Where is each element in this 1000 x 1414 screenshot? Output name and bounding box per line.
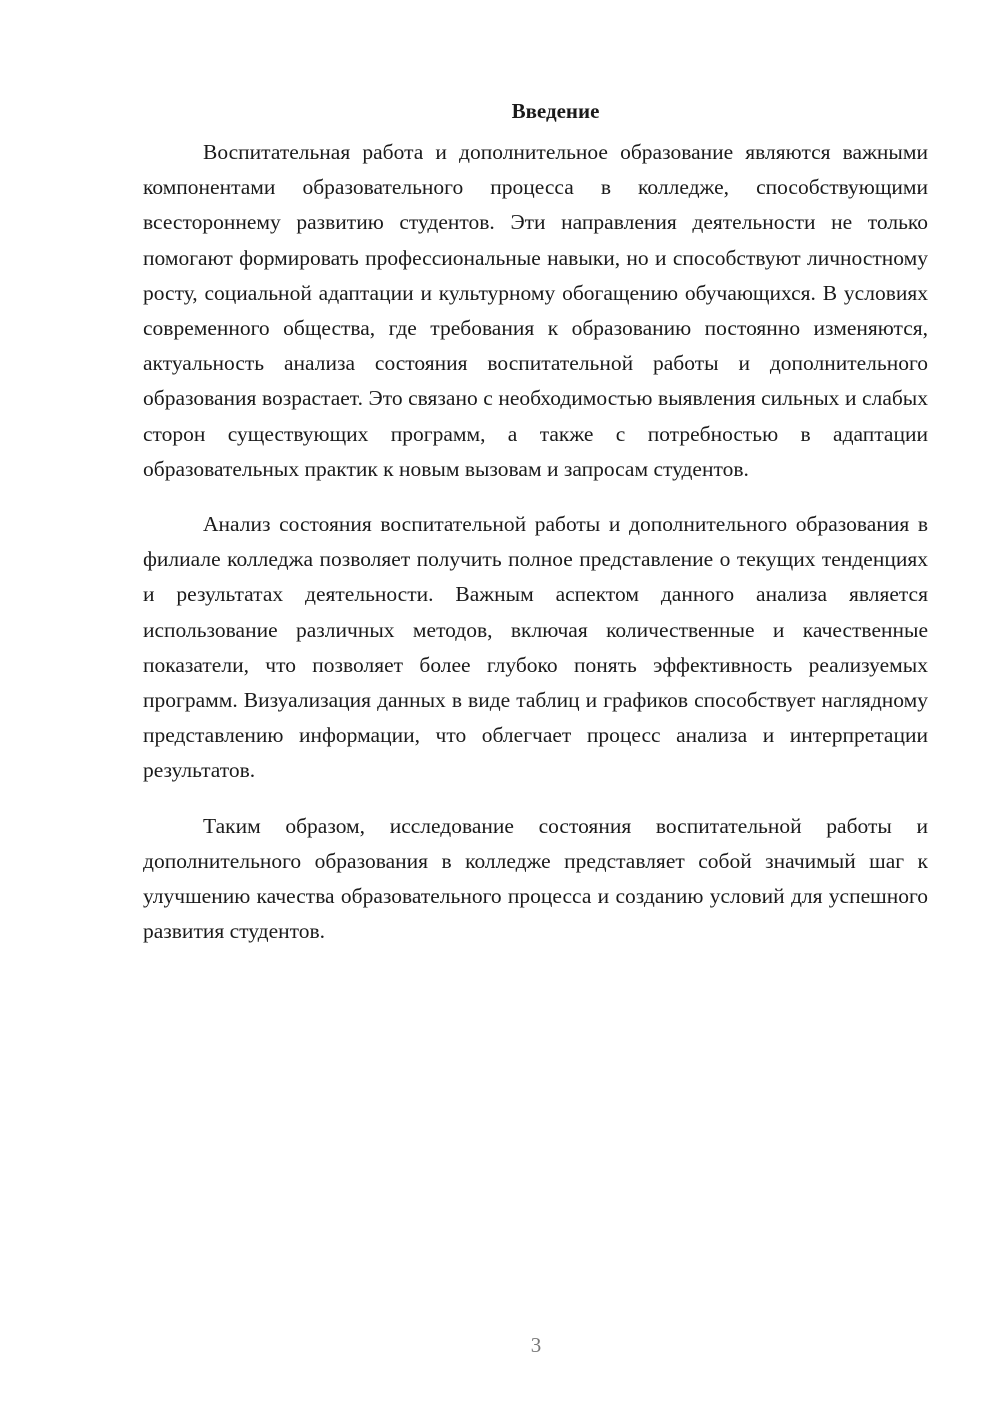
paragraph-3: Таким образом, исследование состояния воспитательной работы и дополнительного образования в колледже представляет собой значимый шаг к улучшению качества образовательного процесса и созданию условий для успешного развития студентов. <box>143 813 928 944</box>
paragraph-1: Воспитательная работа и дополнительное образование являются важными компонентами образовательного процесса в колледже, способствующими всестороннему развитию студентов. Эти направления деятельности не только помогают формировать профессиональные навыки, но и способствуют личностному росту, социальной адаптации и культурному обогащению обучающихся. В условиях современного общества, где требования к образованию постоянно изменяются, актуальность анализа состояния воспитательной работы и дополнительного образования возрастает. Это связано с необходимостью выявления сильных и слабых сторон существующих программ, а также с потребностью в адаптации образовательных практик к новым вызовам и запросам студентов. <box>143 140 928 481</box>
section-title: Введение <box>511 99 600 123</box>
page-body <box>143 95 928 949</box>
page-number: 3 <box>530 1333 542 1357</box>
paragraph-2: Анализ состояния воспитательной работы и дополнительного образования в филиале колледжа позволяет получить полное представление о текущих тенденциях и результатах деятельности. Важным аспектом данного анализа является использование различных методов, включая количественные и качественные показатели, что позволяет более глубоко понять эффективность реализуемых программ. Визуализация данных в виде таблиц и графиков способствует наглядному представлению информации, что облегчает процесс анализа и интерпретации результатов. <box>143 512 928 783</box>
